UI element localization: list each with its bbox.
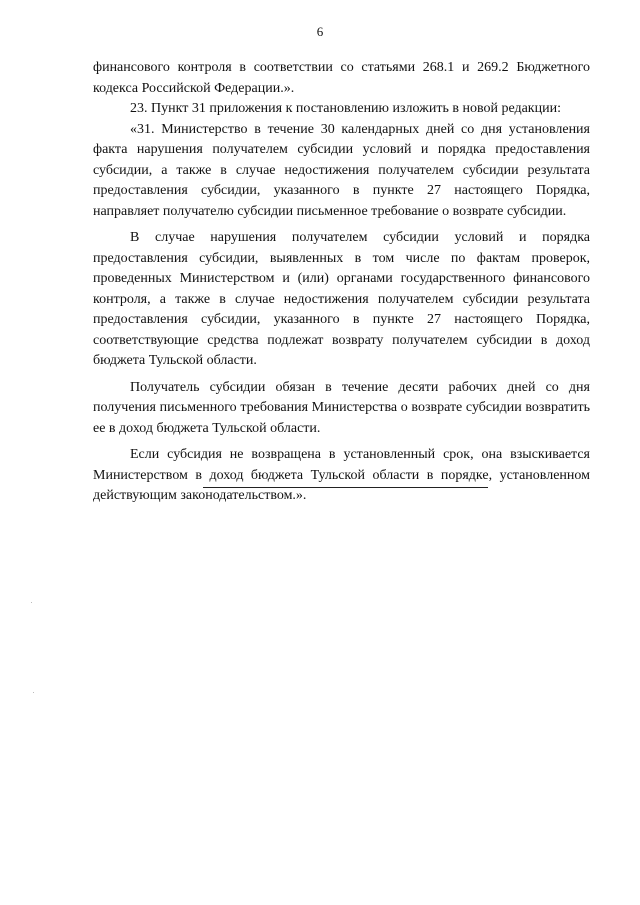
closing-divider-line <box>203 487 488 488</box>
paragraph-return-obligation: Получатель субсидии обязан в течение десяти рабочих дней со дня получения письменного требования Министерства о возврате субсидии возвратить ее в доход бюджета Тульской области. <box>93 379 590 436</box>
paragraph-continuation: финансового контроля в соответствии со статьями 268.1 и 269.2 Бюджетного кодекса Российской Федерации.». <box>93 60 590 96</box>
scan-speck <box>383 138 384 139</box>
scan-speck <box>31 602 32 603</box>
page-number: 6 <box>316 24 324 39</box>
paragraph-recovery: Если субсидия не возвращена в установленный срок, она взыскивается Министерством в доход бюджета Тульской области в порядке, установленном действующим законодательством.». <box>93 447 590 503</box>
document-body <box>93 58 590 507</box>
paragraph-item-31: «31. Министерство в течение 30 календарных дней со дня установления факта нарушения получателем субсидии условий и порядка предоставления субсидии, а также в случае недостижения получателем субсидии результата предоставления субсидии, указанного в пункте 27 настоящего Порядка, направляет получателю субсидии письменное требование о возврате субсидии. <box>93 121 590 219</box>
paragraph-item-23: 23. Пункт 31 приложения к постановлению изложить в новой редакции: <box>130 101 561 116</box>
scan-speck <box>33 692 34 693</box>
paragraph-violation: В случае нарушения получателем субсидии условий и порядка предоставления субсидии, выявленных в том числе по фактам проверок, проведенных Министерством и (или) органами государственного финансового контроля, а также в случае недостижения получателем субсидии результата предоставления субсидии, указанного в пункте 27 настоящего Порядка, соответствующие средства подлежат возврату получателем субсидии в доход бюджета Тульской области. <box>93 230 590 368</box>
